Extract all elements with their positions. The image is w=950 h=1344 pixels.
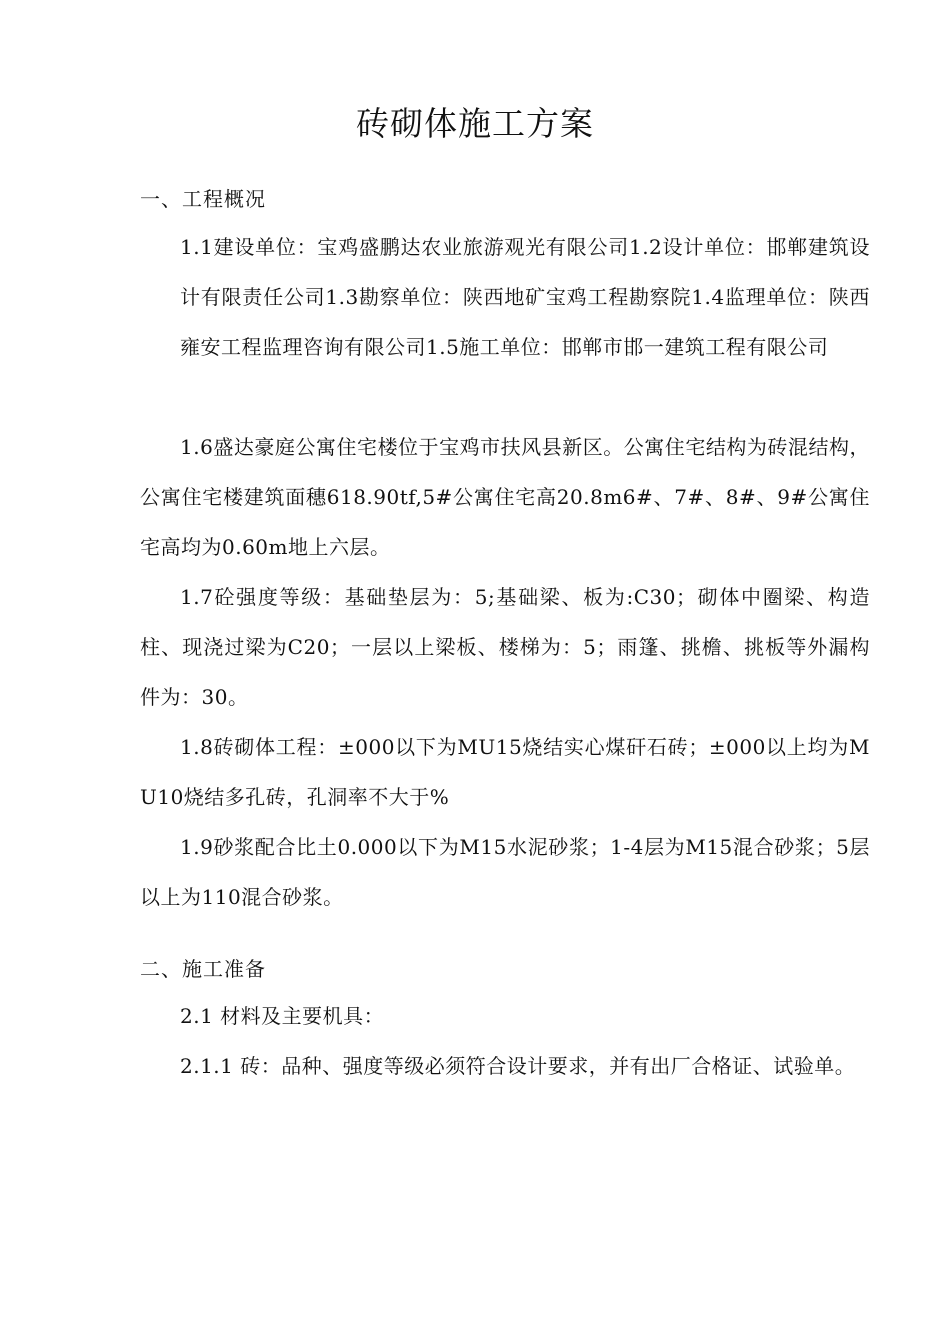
paragraph-units: 1.1建设单位：宝鸡盛鹏达农业旅游观光有限公司1.2设计单位：邯郸建筑设计有限责任公司1.3勘察单位：陕西地矿宝鸡工程勘察院1.4监理单位：陕西雍安工程监理咨询有限公司1.5施工单位：邯郸市邯一建筑工程有限公司	[180, 235, 870, 359]
section-heading-preparation: 二、施工准备	[140, 957, 266, 981]
paragraph-mortar: 1.9砂浆配合比土0.000以下为M15水泥砂浆；1-4层为M15混合砂浆；5层以上为110混合砂浆。	[140, 835, 870, 909]
document-title: 砖砌体施工方案	[356, 104, 594, 143]
paragraph-masonry: 1.8砖砌体工程：±000以下为MU15烧结实心煤矸石砖；±000以上均为MU10烧结多孔砖，孔洞率不大于%	[140, 735, 870, 809]
paragraph-building-info: 1.6盛达豪庭公寓住宅楼位于宝鸡市扶风县新区。公寓住宅结构为砖混结构，公寓住宅楼建筑面穗618.90tf,5#公寓住宅高20.8m6#、7#、8#、9#公寓住宅高均为0.60m地上六层。	[140, 435, 870, 559]
paragraph-materials: 2.1 材料及主要机具：	[180, 1004, 385, 1028]
paragraph-concrete-grade: 1.7砼强度等级：基础垫层为：5;基础梁、板为:C30；砌体中圈梁、构造柱、现浇过梁为C20；一层以上梁板、楼梯为：5；雨篷、挑檐、挑板等外漏构件为：30。	[140, 585, 870, 709]
section-heading-overview: 一、工程概况	[140, 187, 266, 211]
paragraph-brick: 2.1.1 砖：品种、强度等级必须符合设计要求，并有出厂合格证、试验单。	[180, 1054, 856, 1078]
